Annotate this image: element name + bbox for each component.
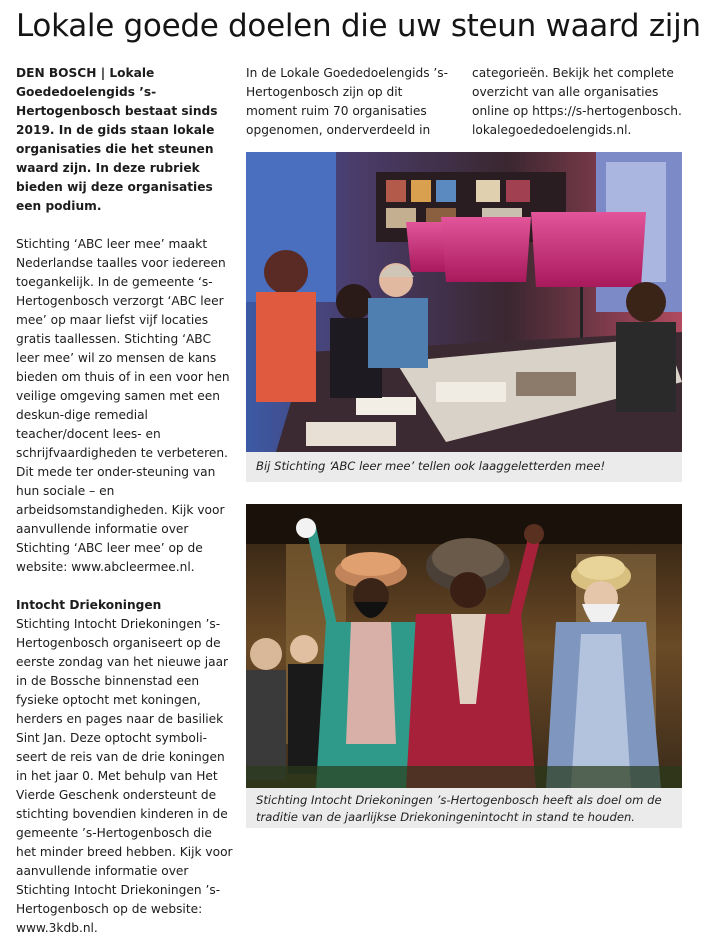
left-column bbox=[16, 64, 234, 938]
top-text-column-2: categorieën. Bekijk het complete overzicht van alle organisaties online op https://s-hertogenbosch. lokalegoededoelengids.nl. bbox=[472, 66, 682, 137]
paragraph-abc-leer-mee: Stichting ‘ABC leer mee’ maakt Nederlandse taalles voor iedereen toegankelijk. In de gemeente ‘s-Hertogenbosch verzorgt ‘ABC leer mee’ op maar liefst vijf locaties gratis taallessen. Stichting ‘ABC leer mee’ wil zo mensen de kans bieden om thuis of in een voor hen veilige omgeving samen met een deskun-dige remedial teacher/docent lees- en schrijfvaardigheden te verbeteren. Dit mede ter onder-steuning van hun sociale – en arbeidsomstandigheden. Kijk voor aanvullende informatie over Stichting ‘ABC leer mee’ op de website: www.abcleermee.nl. bbox=[16, 237, 230, 574]
article-intro: DEN BOSCH | Lokale Goededoelengids ’s-Hertogenbosch bestaat sinds 2019. In de gids staan lokale organisaties die het steunen waard zijn. In deze rubriek bieden wij deze organisaties een podium. bbox=[16, 66, 218, 213]
paragraph-intocht-driekoningen: Stichting Intocht Driekoningen ’s-Hertogenbosch organiseert op de eerste zondag van het nieuwe jaar in de Bossche binnenstad een fysieke optocht met koningen, herders en pages naar de basiliek Sint Jan. Deze optocht symboli-seert de reis van de drie koningen in het jaar 0. Met behulp van Het Vierde Geschenk ondersteunt de stichting bovendien kinderen in de gemeente ’s-Hertogenbosch die het minder breed hebben. Kijk voor aanvullende informatie over Stichting Intocht Driekoningen ’s-Hertogenbosch op de website: www.3kdb.nl. bbox=[16, 617, 233, 935]
photo-abc-leer-mee bbox=[246, 152, 682, 452]
photo-caption-1: Bij Stichting ‘ABC leer mee’ tellen ook laaggeletterden mee! bbox=[246, 452, 682, 482]
article-title: Lokale goede doelen die uw steun waard zijn bbox=[16, 8, 701, 44]
photo-driekoningen bbox=[246, 504, 682, 788]
photo-caption-2: Stichting Intocht Driekoningen ’s-Hertogenbosch heeft als doel om de traditie van de jaarlijkse Driekoningenintocht in stand te houden. bbox=[246, 788, 682, 828]
subhead-intocht-driekoningen: Intocht Driekoningen bbox=[16, 598, 162, 612]
top-text-column-1: In de Lokale Goededoelengids ’s-Hertogenbosch zijn op dit moment ruim 70 organisaties opgenomen, onderverdeeld in bbox=[246, 66, 449, 137]
